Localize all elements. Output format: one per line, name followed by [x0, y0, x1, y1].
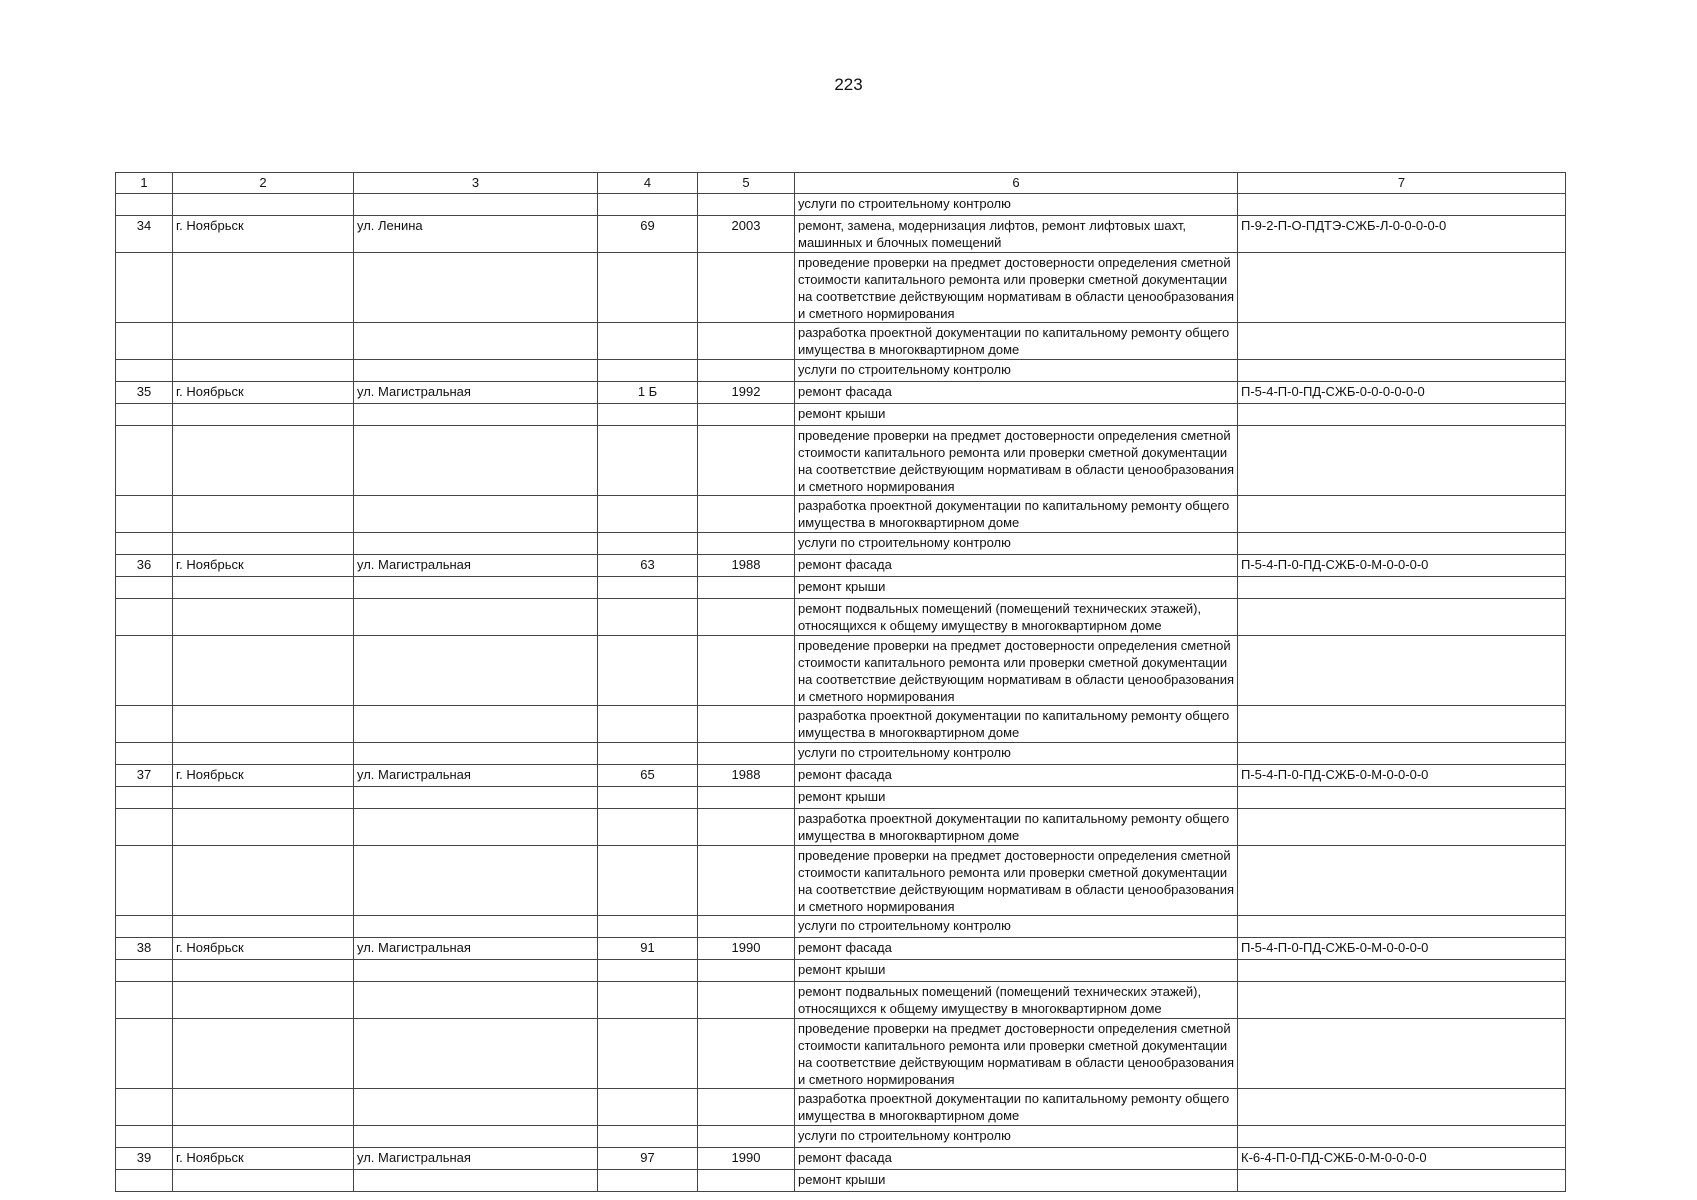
house-code-cell	[1238, 1170, 1566, 1192]
item-number-cell	[116, 1089, 173, 1126]
house-number-cell	[598, 404, 698, 426]
year-cell	[698, 253, 795, 323]
table-row	[116, 253, 1566, 323]
year-cell	[698, 496, 795, 533]
house-number-cell	[598, 496, 698, 533]
work-type-cell: проведение проверки на предмет достоверности определения сметной стоимости капитального ремонта или проверки сметной документации на соответствие действующим нормативам в области ценообразования и сметного нормирования	[795, 846, 1238, 916]
house-number-cell	[598, 916, 698, 938]
street-cell: ул. Магистральная	[354, 1148, 598, 1170]
item-number-cell	[116, 743, 173, 765]
year-cell	[698, 360, 795, 382]
year-cell: 2003	[698, 216, 795, 253]
house-number-cell	[598, 1126, 698, 1148]
work-type-cell: разработка проектной документации по капитальному ремонту общего имущества в многоквартирном доме	[795, 706, 1238, 743]
work-type-cell: проведение проверки на предмет достоверности определения сметной стоимости капитального ремонта или проверки сметной документации на соответствие действующим нормативам в области ценообразования и сметного нормирования	[795, 636, 1238, 706]
year-cell: 1990	[698, 938, 795, 960]
year-cell	[698, 982, 795, 1019]
work-type-cell: услуги по строительному контролю	[795, 743, 1238, 765]
work-type-cell: ремонт подвальных помещений (помещений технических этажей), относящихся к общему имуществу в многоквартирном доме	[795, 599, 1238, 636]
city-cell	[173, 636, 354, 706]
city-cell	[173, 426, 354, 496]
house-code-cell	[1238, 916, 1566, 938]
work-type-cell: ремонт фасада	[795, 555, 1238, 577]
work-type-cell: разработка проектной документации по капитальному ремонту общего имущества в многоквартирном доме	[795, 1089, 1238, 1126]
work-type-cell: ремонт фасада	[795, 938, 1238, 960]
house-code-cell	[1238, 360, 1566, 382]
house-code-cell	[1238, 636, 1566, 706]
house-number-cell	[598, 1019, 698, 1089]
city-cell: г. Ноябрьск	[173, 555, 354, 577]
year-cell	[698, 706, 795, 743]
house-code-cell: П-9-2-П-О-ПДТЭ-СЖБ-Л-0-0-0-0-0	[1238, 216, 1566, 253]
table-row	[116, 938, 1566, 960]
table-row	[116, 496, 1566, 533]
house-code-cell	[1238, 496, 1566, 533]
street-cell	[354, 982, 598, 1019]
year-cell	[698, 426, 795, 496]
work-type-cell: услуги по строительному контролю	[795, 916, 1238, 938]
house-code-cell	[1238, 194, 1566, 216]
city-cell	[173, 323, 354, 360]
item-number-cell	[116, 960, 173, 982]
item-number-cell	[116, 1019, 173, 1089]
work-type-cell: услуги по строительному контролю	[795, 533, 1238, 555]
city-cell: г. Ноябрьск	[173, 1148, 354, 1170]
table-row	[116, 1019, 1566, 1089]
street-cell	[354, 426, 598, 496]
city-cell	[173, 743, 354, 765]
column-header: 6	[795, 173, 1238, 194]
house-number-cell: 63	[598, 555, 698, 577]
house-code-cell: К-6-4-П-0-ПД-СЖБ-0-М-0-0-0-0	[1238, 1148, 1566, 1170]
item-number-cell: 39	[116, 1148, 173, 1170]
house-number-cell	[598, 743, 698, 765]
item-number-cell	[116, 706, 173, 743]
city-cell	[173, 496, 354, 533]
house-number-cell: 1 Б	[598, 382, 698, 404]
street-cell: ул. Магистральная	[354, 765, 598, 787]
work-type-cell: услуги по строительному контролю	[795, 360, 1238, 382]
street-cell	[354, 404, 598, 426]
city-cell	[173, 982, 354, 1019]
house-code-cell	[1238, 577, 1566, 599]
street-cell: ул. Ленина	[354, 216, 598, 253]
column-header: 3	[354, 173, 598, 194]
city-cell	[173, 809, 354, 846]
house-code-cell	[1238, 706, 1566, 743]
year-cell	[698, 916, 795, 938]
table-body	[116, 194, 1566, 1192]
street-cell	[354, 1019, 598, 1089]
item-number-cell	[116, 636, 173, 706]
item-number-cell	[116, 1170, 173, 1192]
house-number-cell: 65	[598, 765, 698, 787]
city-cell: г. Ноябрьск	[173, 938, 354, 960]
street-cell	[354, 360, 598, 382]
house-number-cell	[598, 426, 698, 496]
year-cell	[698, 809, 795, 846]
item-number-cell: 37	[116, 765, 173, 787]
house-code-cell	[1238, 404, 1566, 426]
repair-program-table	[115, 172, 1566, 1192]
work-type-cell: разработка проектной документации по капитальному ремонту общего имущества в многоквартирном доме	[795, 809, 1238, 846]
city-cell: г. Ноябрьск	[173, 216, 354, 253]
work-type-cell: ремонт крыши	[795, 787, 1238, 809]
city-cell	[173, 706, 354, 743]
city-cell	[173, 360, 354, 382]
city-cell	[173, 404, 354, 426]
table-row	[116, 1170, 1566, 1192]
house-code-cell	[1238, 846, 1566, 916]
street-cell	[354, 743, 598, 765]
house-code-cell	[1238, 253, 1566, 323]
item-number-cell: 38	[116, 938, 173, 960]
work-type-cell: ремонт фасада	[795, 382, 1238, 404]
table-row	[116, 194, 1566, 216]
column-header: 5	[698, 173, 795, 194]
year-cell	[698, 404, 795, 426]
item-number-cell	[116, 787, 173, 809]
street-cell	[354, 960, 598, 982]
house-number-cell	[598, 599, 698, 636]
house-number-cell: 69	[598, 216, 698, 253]
year-cell: 1988	[698, 765, 795, 787]
item-number-cell	[116, 253, 173, 323]
year-cell	[698, 636, 795, 706]
city-cell	[173, 1089, 354, 1126]
house-code-cell	[1238, 599, 1566, 636]
column-number-row	[116, 173, 1566, 194]
column-header: 1	[116, 173, 173, 194]
table-row	[116, 555, 1566, 577]
table-row	[116, 360, 1566, 382]
table-row	[116, 599, 1566, 636]
street-cell	[354, 496, 598, 533]
year-cell	[698, 1170, 795, 1192]
year-cell	[698, 960, 795, 982]
house-number-cell	[598, 636, 698, 706]
street-cell	[354, 533, 598, 555]
house-number-cell: 97	[598, 1148, 698, 1170]
street-cell: ул. Магистральная	[354, 938, 598, 960]
year-cell	[698, 1019, 795, 1089]
year-cell	[698, 599, 795, 636]
year-cell	[698, 1089, 795, 1126]
street-cell	[354, 253, 598, 323]
house-number-cell	[598, 533, 698, 555]
house-code-cell	[1238, 1126, 1566, 1148]
work-type-cell: проведение проверки на предмет достоверности определения сметной стоимости капитального ремонта или проверки сметной документации на соответствие действующим нормативам в области ценообразования и сметного нормирования	[795, 426, 1238, 496]
table-row	[116, 743, 1566, 765]
item-number-cell: 36	[116, 555, 173, 577]
city-cell: г. Ноябрьск	[173, 382, 354, 404]
house-code-cell: П-5-4-П-0-ПД-СЖБ-0-М-0-0-0-0	[1238, 555, 1566, 577]
item-number-cell: 35	[116, 382, 173, 404]
item-number-cell	[116, 846, 173, 916]
table-row	[116, 216, 1566, 253]
work-type-cell: проведение проверки на предмет достоверности определения сметной стоимости капитального ремонта или проверки сметной документации на соответствие действующим нормативам в области ценообразования и сметного нормирования	[795, 253, 1238, 323]
year-cell: 1990	[698, 1148, 795, 1170]
table-row	[116, 577, 1566, 599]
item-number-cell	[116, 577, 173, 599]
year-cell	[698, 577, 795, 599]
city-cell	[173, 1126, 354, 1148]
street-cell	[354, 577, 598, 599]
work-type-cell: ремонт фасада	[795, 765, 1238, 787]
table-row	[116, 1089, 1566, 1126]
column-header: 7	[1238, 173, 1566, 194]
work-type-cell: разработка проектной документации по капитальному ремонту общего имущества в многоквартирном доме	[795, 496, 1238, 533]
house-number-cell	[598, 1170, 698, 1192]
house-number-cell	[598, 1089, 698, 1126]
table-row	[116, 1126, 1566, 1148]
city-cell	[173, 253, 354, 323]
table-row	[116, 765, 1566, 787]
item-number-cell	[116, 426, 173, 496]
city-cell	[173, 1170, 354, 1192]
house-code-cell	[1238, 323, 1566, 360]
house-number-cell	[598, 846, 698, 916]
item-number-cell	[116, 982, 173, 1019]
table-row	[116, 1148, 1566, 1170]
item-number-cell	[116, 404, 173, 426]
column-header: 4	[598, 173, 698, 194]
year-cell: 1988	[698, 555, 795, 577]
work-type-cell: разработка проектной документации по капитальному ремонту общего имущества в многоквартирном доме	[795, 323, 1238, 360]
street-cell	[354, 1126, 598, 1148]
table-row	[116, 706, 1566, 743]
year-cell	[698, 787, 795, 809]
page-number: 223	[834, 75, 863, 94]
street-cell	[354, 706, 598, 743]
house-code-cell	[1238, 982, 1566, 1019]
house-number-cell	[598, 577, 698, 599]
item-number-cell	[116, 496, 173, 533]
house-code-cell	[1238, 1019, 1566, 1089]
item-number-cell	[116, 916, 173, 938]
table-row	[116, 404, 1566, 426]
item-number-cell	[116, 599, 173, 636]
street-cell	[354, 1170, 598, 1192]
house-code-cell	[1238, 960, 1566, 982]
table-row	[116, 323, 1566, 360]
house-number-cell	[598, 706, 698, 743]
house-code-cell	[1238, 533, 1566, 555]
year-cell	[698, 1126, 795, 1148]
house-number-cell	[598, 787, 698, 809]
street-cell	[354, 636, 598, 706]
table-row	[116, 533, 1566, 555]
city-cell	[173, 916, 354, 938]
work-type-cell: ремонт подвальных помещений (помещений технических этажей), относящихся к общему имуществу в многоквартирном доме	[795, 982, 1238, 1019]
city-cell	[173, 1019, 354, 1089]
street-cell	[354, 787, 598, 809]
work-type-cell: ремонт крыши	[795, 960, 1238, 982]
street-cell	[354, 1089, 598, 1126]
street-cell	[354, 599, 598, 636]
house-number-cell	[598, 360, 698, 382]
work-type-cell: ремонт крыши	[795, 404, 1238, 426]
street-cell	[354, 916, 598, 938]
year-cell: 1992	[698, 382, 795, 404]
house-number-cell	[598, 323, 698, 360]
city-cell: г. Ноябрьск	[173, 765, 354, 787]
table-row	[116, 982, 1566, 1019]
house-code-cell	[1238, 743, 1566, 765]
house-code-cell: П-5-4-П-0-ПД-СЖБ-0-М-0-0-0-0	[1238, 938, 1566, 960]
work-type-cell: услуги по строительному контролю	[795, 194, 1238, 216]
year-cell	[698, 846, 795, 916]
table-row	[116, 787, 1566, 809]
house-number-cell	[598, 194, 698, 216]
work-type-cell: услуги по строительному контролю	[795, 1126, 1238, 1148]
year-cell	[698, 194, 795, 216]
work-type-cell: ремонт фасада	[795, 1148, 1238, 1170]
city-cell	[173, 787, 354, 809]
item-number-cell	[116, 323, 173, 360]
work-type-cell: ремонт крыши	[795, 577, 1238, 599]
city-cell	[173, 577, 354, 599]
year-cell	[698, 533, 795, 555]
city-cell	[173, 599, 354, 636]
table-row	[116, 382, 1566, 404]
table-row	[116, 426, 1566, 496]
street-cell	[354, 846, 598, 916]
street-cell	[354, 323, 598, 360]
street-cell	[354, 809, 598, 846]
work-type-cell: проведение проверки на предмет достоверности определения сметной стоимости капитального ремонта или проверки сметной документации на соответствие действующим нормативам в области ценообразования и сметного нормирования	[795, 1019, 1238, 1089]
street-cell: ул. Магистральная	[354, 555, 598, 577]
work-type-cell: ремонт, замена, модернизация лифтов, ремонт лифтовых шахт, машинных и блочных помещений	[795, 216, 1238, 253]
item-number-cell	[116, 194, 173, 216]
year-cell	[698, 323, 795, 360]
city-cell	[173, 533, 354, 555]
item-number-cell	[116, 809, 173, 846]
table-row	[116, 916, 1566, 938]
table-row	[116, 846, 1566, 916]
table-row	[116, 809, 1566, 846]
house-code-cell	[1238, 426, 1566, 496]
item-number-cell	[116, 533, 173, 555]
year-cell	[698, 743, 795, 765]
house-number-cell	[598, 982, 698, 1019]
item-number-cell: 34	[116, 216, 173, 253]
house-number-cell: 91	[598, 938, 698, 960]
house-code-cell	[1238, 1089, 1566, 1126]
column-header: 2	[173, 173, 354, 194]
house-code-cell: П-5-4-П-0-ПД-СЖБ-0-0-0-0-0-0	[1238, 382, 1566, 404]
city-cell	[173, 194, 354, 216]
item-number-cell	[116, 1126, 173, 1148]
house-code-cell	[1238, 809, 1566, 846]
house-number-cell	[598, 809, 698, 846]
street-cell	[354, 194, 598, 216]
street-cell: ул. Магистральная	[354, 382, 598, 404]
city-cell	[173, 846, 354, 916]
house-number-cell	[598, 960, 698, 982]
table-row	[116, 960, 1566, 982]
table-row	[116, 636, 1566, 706]
house-number-cell	[598, 253, 698, 323]
item-number-cell	[116, 360, 173, 382]
city-cell	[173, 960, 354, 982]
house-code-cell	[1238, 787, 1566, 809]
house-code-cell: П-5-4-П-0-ПД-СЖБ-0-М-0-0-0-0	[1238, 765, 1566, 787]
work-type-cell: ремонт крыши	[795, 1170, 1238, 1192]
